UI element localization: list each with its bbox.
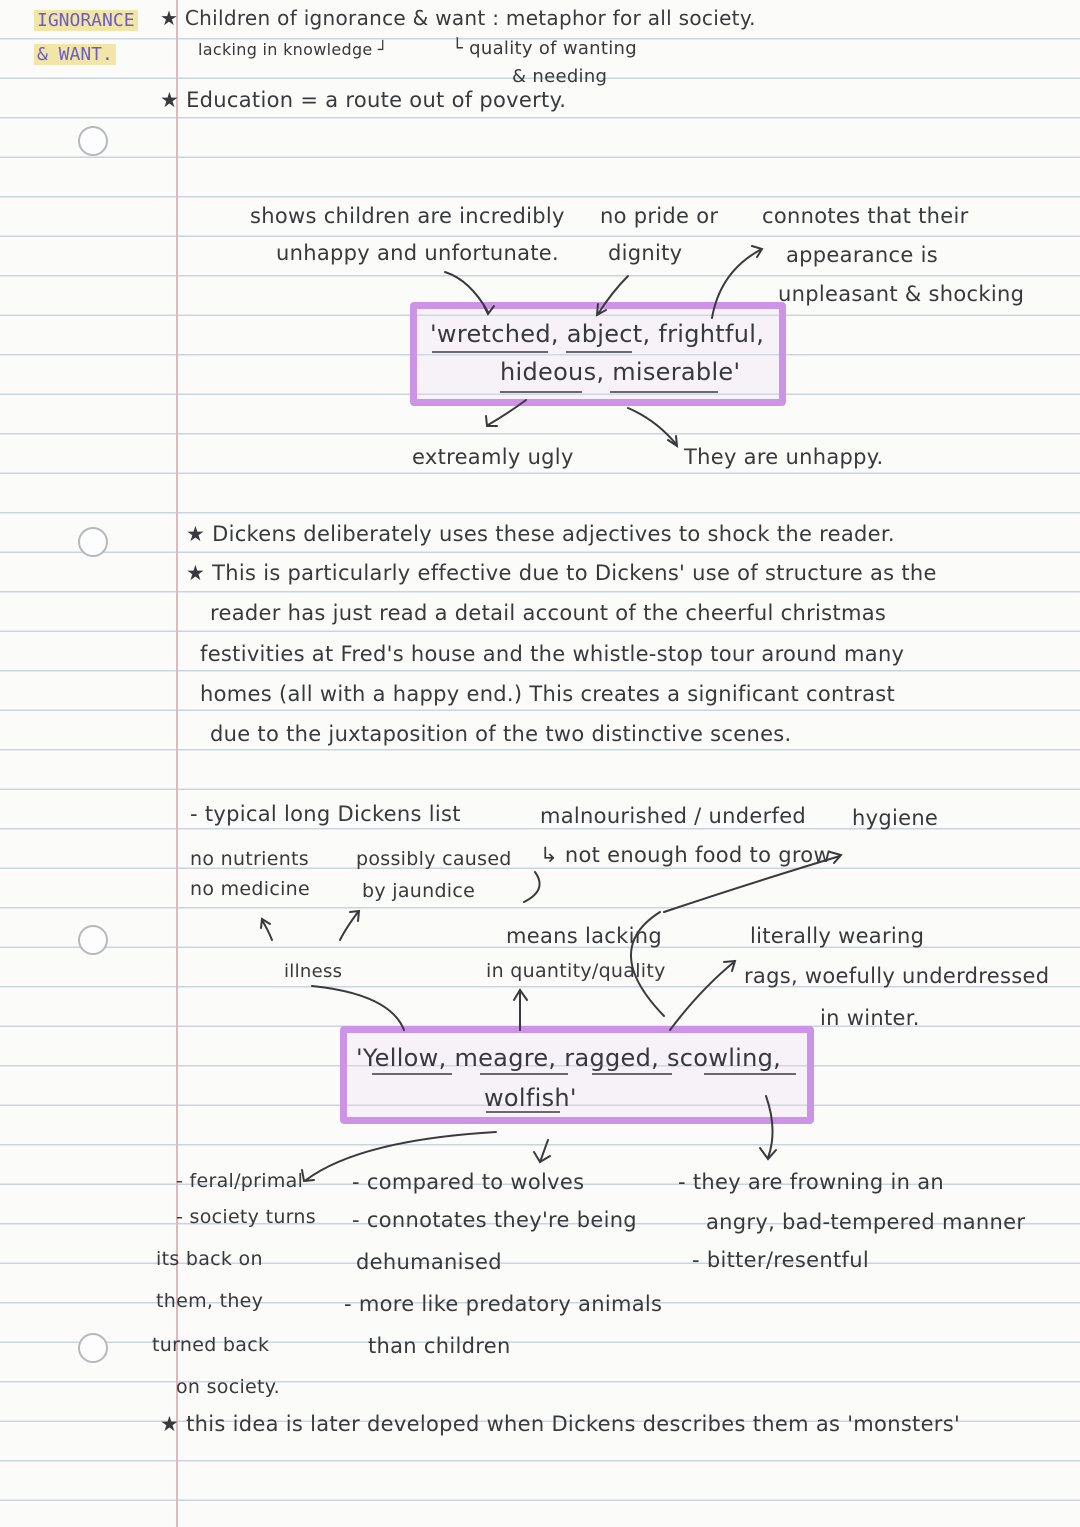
arrow-hygiene: [664, 856, 840, 912]
annotation-possibly-1: possibly caused: [356, 848, 512, 870]
note-feral-2: - society turns: [176, 1206, 316, 1228]
annotation-literally-1: literally wearing: [750, 924, 925, 948]
note-feral-6: on society.: [176, 1376, 280, 1398]
note-wolves-4: - more like predatory animals: [344, 1292, 663, 1316]
annotation-connotes-1: connotes that their: [762, 204, 969, 228]
annotation-no-medicine: no medicine: [190, 878, 310, 900]
annotation-literally-2: rags, woefully underdressed: [744, 964, 1050, 988]
annotation-connotes-2: appearance is: [786, 243, 938, 267]
arrow-possibly: [340, 912, 358, 940]
annotation-no-nutrients: no nutrients: [190, 848, 310, 870]
annotation-literally-3: in winter.: [820, 1006, 920, 1030]
paragraph-line4: festivities at Fred's house and the whistle-stop tour around many: [200, 642, 905, 666]
paragraph-line1: ★ Dickens deliberately uses these adjectives to shock the reader.: [186, 522, 895, 546]
quote-1-line1: 'wretched, abject, frightful,: [430, 320, 765, 348]
arrow-appearance: [712, 250, 760, 318]
arrow-illness: [312, 986, 404, 1030]
note-feral-5: turned back: [152, 1334, 270, 1356]
note-frowning-2: angry, bad-tempered manner: [706, 1210, 1026, 1234]
annotation-hygiene: hygiene: [852, 806, 939, 830]
note-frowning-3: - bitter/resentful: [692, 1248, 869, 1272]
note-wolves-5: than children: [368, 1334, 511, 1358]
paragraph-line6: due to the juxtaposition of the two distinctive scenes.: [210, 722, 792, 746]
arrow-no-pride: [598, 276, 628, 314]
annotation-no-pride-2: dignity: [608, 241, 683, 265]
arrow-unhappy: [445, 272, 488, 312]
annotation-no-pride-1: no pride or: [600, 204, 719, 228]
annotation-unhappy-1: shows children are incredibly: [250, 204, 565, 228]
note-monsters: ★ this idea is later developed when Dickens describes them as 'monsters': [160, 1412, 961, 1436]
note-metaphor: ★ Children of ignorance & want : metaphor for all society.: [160, 6, 756, 30]
arrow-meagre: [631, 912, 664, 1016]
quote-2-line2: wolfish': [484, 1084, 577, 1112]
annotation-they-unhappy: They are unhappy.: [684, 445, 884, 469]
arrow-ragged: [670, 962, 734, 1030]
quote-1-line2: hideous, miserable': [500, 358, 741, 386]
note-frowning-1: - they are frowning in an: [678, 1170, 945, 1194]
note-feral-3: its back on: [156, 1248, 263, 1270]
arrow-food: [524, 872, 540, 902]
paragraph-line2: ★ This is particularly effective due to Dickens' use of structure as the: [186, 561, 937, 585]
annotation-not-enough-food: ↳ not enough food to grow: [540, 843, 831, 867]
note-wolves-2: - connotates they're being: [352, 1208, 637, 1232]
annotation-dickens-list: - typical long Dickens list: [190, 802, 461, 826]
quote-2-line1: 'Yellow, meagre, ragged, scowling,: [356, 1044, 782, 1072]
annotation-illness: illness: [284, 961, 343, 982]
annotation-malnourished: malnourished / underfed: [540, 804, 807, 828]
paragraph-line3: reader has just read a detail account of the cheerful christmas: [210, 601, 887, 625]
note-feral-1: - feral/primal: [176, 1170, 304, 1192]
annotation-unhappy-2: unhappy and unfortunate.: [276, 241, 559, 265]
note-quality-wanting: └ quality of wanting: [452, 38, 637, 59]
note-needing: & needing: [512, 66, 608, 87]
annotation-means-2: in quantity/quality: [486, 960, 666, 982]
heading-line2: & WANT.: [34, 44, 116, 65]
arrow-feral: [306, 1132, 496, 1180]
annotation-ugly: extreamly ugly: [412, 445, 574, 469]
note-lacking-knowledge: lacking in knowledge ┘: [198, 40, 388, 59]
arrow-they-unhappy: [628, 408, 676, 444]
heading-line1: IGNORANCE: [34, 10, 138, 31]
note-wolves-1: - compared to wolves: [352, 1170, 585, 1194]
arrow-head: [760, 1148, 776, 1159]
annotation-connotes-3: unpleasant & shocking: [778, 282, 1025, 306]
annotation-possibly-2: by jaundice: [362, 880, 476, 902]
note-feral-4: them, they: [156, 1290, 264, 1312]
paragraph-line5: homes (all with a happy end.) This creates a significant contrast: [200, 682, 896, 706]
note-education: ★ Education = a route out of poverty.: [160, 88, 567, 112]
arrow-ugly: [488, 400, 526, 425]
arrow-frowning: [766, 1096, 773, 1158]
note-wolves-3: dehumanised: [356, 1250, 502, 1274]
annotation-means-1: means lacking: [506, 924, 662, 948]
arrow-head: [484, 306, 494, 314]
